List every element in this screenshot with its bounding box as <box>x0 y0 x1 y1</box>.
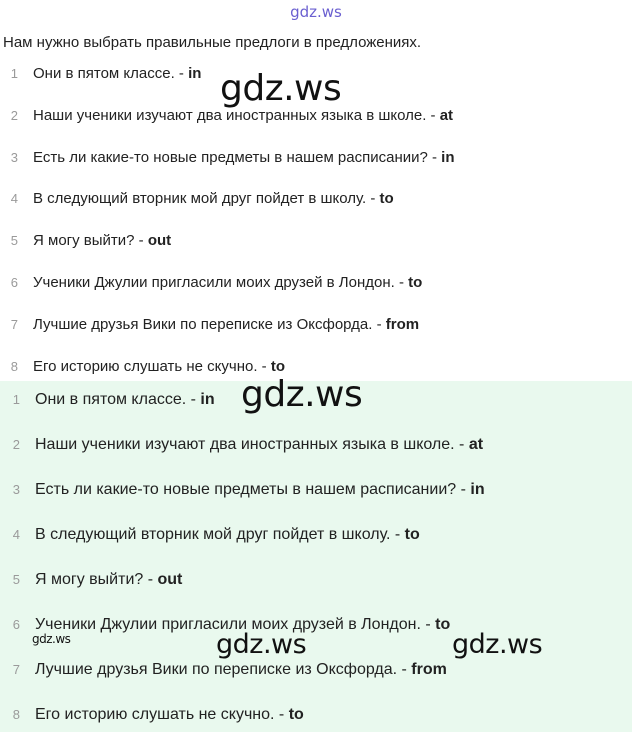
item-number: 4 <box>10 191 18 207</box>
item-text: Ученики Джулии пригласили моих друзей в Лондон. - to <box>35 616 451 633</box>
item-answer: to <box>288 706 304 723</box>
item-answer: in <box>441 148 455 166</box>
item-answer: to <box>435 616 451 633</box>
item-text: Его историю слушать не скучно. - to <box>35 706 304 723</box>
list-item <box>0 523 485 568</box>
watermark: gdz.ws <box>241 374 363 415</box>
item-answer: in <box>188 65 202 82</box>
top-watermark[interactable]: gdz.ws <box>290 3 342 21</box>
item-number: 5 <box>10 233 18 249</box>
item-number: 4 <box>12 527 20 542</box>
item-number: 2 <box>12 437 20 452</box>
item-text: Есть ли какие-то новые предметы в нашем расписании? - in <box>35 481 485 498</box>
watermark: gdz.ws <box>32 632 71 646</box>
item-answer: at <box>439 106 454 124</box>
list-item <box>0 658 485 703</box>
item-text: В следующий вторник мой друг пойдет в школу. - to <box>33 190 394 208</box>
item-number: 6 <box>12 617 20 632</box>
list-item <box>0 146 455 188</box>
item-number: 7 <box>10 316 18 332</box>
item-answer: to <box>379 190 394 208</box>
list-item <box>0 313 455 355</box>
item-text: Наши ученики изучают два иностранных языка в школе. - at <box>35 436 484 453</box>
item-text: В следующий вторник мой друг пойдет в школу. - to <box>35 526 420 543</box>
item-answer: at <box>468 436 484 453</box>
list-item <box>0 433 485 478</box>
item-answer: to <box>404 526 420 543</box>
item-answer: in <box>470 481 485 498</box>
list-item <box>0 104 455 146</box>
item-text: Лучшие друзья Вики по переписке из Оксфорда. - from <box>35 661 447 678</box>
list-item <box>0 568 485 613</box>
item-text: Есть ли какие-то новые предметы в нашем расписании? - in <box>33 148 455 166</box>
item-number: 8 <box>12 707 20 722</box>
item-text: Они в пятом классе. - in <box>35 391 215 408</box>
item-text: Я могу выйти? - out <box>35 571 183 588</box>
item-text: Ученики Джулии пригласили моих друзей в Лондон. - to <box>33 273 423 291</box>
item-text: Лучшие друзья Вики по переписке из Оксфорда. - from <box>33 315 420 333</box>
item-answer: to <box>270 357 286 375</box>
item-answer: out <box>157 571 183 588</box>
item-number: 6 <box>10 274 18 290</box>
intro-text: Нам нужно выбрать правильные предлоги в предложениях. <box>3 34 422 51</box>
item-number: 8 <box>10 358 18 374</box>
list-item <box>0 271 455 313</box>
item-number: 1 <box>10 66 18 81</box>
item-answer: from <box>385 315 420 333</box>
watermark: gdz.ws <box>220 68 342 109</box>
list-item <box>0 187 455 229</box>
watermark: gdz.ws <box>452 629 543 660</box>
item-number: 1 <box>12 392 20 407</box>
list-item <box>0 703 485 732</box>
item-text: Я могу выйти? - out <box>33 232 172 250</box>
item-number: 3 <box>10 149 18 165</box>
item-number: 2 <box>10 107 18 123</box>
item-number: 5 <box>12 572 20 587</box>
item-text: Наши ученики изучают два иностранных языка в школе. - at <box>33 106 454 124</box>
watermark: gdz.ws <box>216 629 307 660</box>
item-number: 7 <box>12 662 20 677</box>
answer-list-first <box>0 62 455 396</box>
item-number: 3 <box>12 482 20 497</box>
list-item <box>0 229 455 271</box>
item-text: Они в пятом классе. - in <box>33 65 202 82</box>
answer-list-second <box>0 388 485 732</box>
item-text: Его историю слушать не скучно. - to <box>33 357 286 375</box>
item-answer: from <box>411 661 447 678</box>
item-answer: in <box>200 391 215 408</box>
item-answer: out <box>147 232 172 250</box>
list-item <box>0 478 485 523</box>
item-answer: to <box>408 273 423 291</box>
